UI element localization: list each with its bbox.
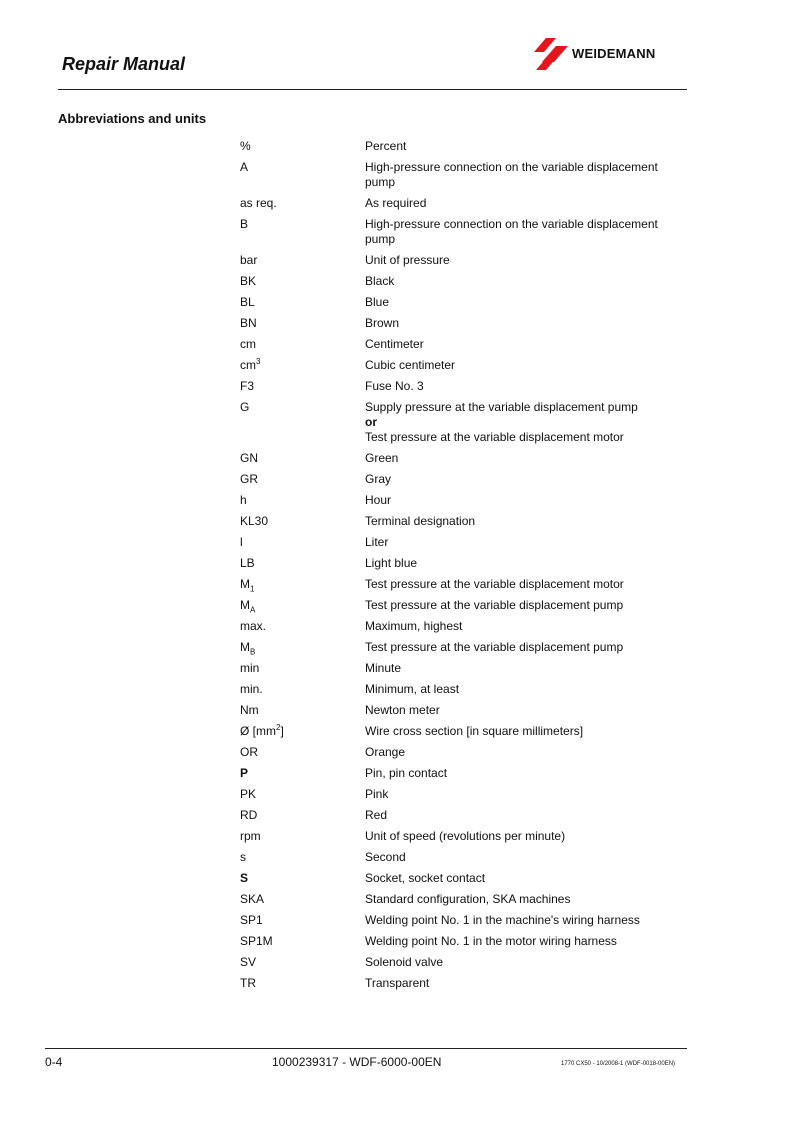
description-text: Test pressure at the variable displacement pump: [365, 640, 624, 654]
abbreviation-cell: [240, 847, 365, 868]
abbreviation-suffix: ]: [280, 724, 284, 738]
description-text: Hour: [365, 493, 392, 507]
abbreviation-row: [240, 292, 680, 313]
abbreviation-cell: [240, 136, 365, 157]
abbreviation-cell: [240, 271, 365, 292]
abbreviation-text: M: [240, 640, 250, 654]
abbreviation-cell: [240, 742, 365, 763]
abbreviation-text: SV: [240, 955, 257, 969]
description-text: Welding point No. 1 in the machine's wiring harness: [365, 913, 640, 927]
description-cell: [365, 763, 680, 784]
description-cell: [365, 679, 680, 700]
description-cell: [365, 931, 680, 952]
abbreviation-subscript: A: [250, 605, 256, 615]
description-cell: [365, 532, 680, 553]
description-or: or: [365, 415, 377, 429]
abbreviation-cell: [240, 532, 365, 553]
abbreviation-text: min.: [240, 682, 263, 696]
abbreviation-text: A: [240, 160, 249, 174]
abbreviation-row: [240, 511, 680, 532]
abbreviation-text: SP1M: [240, 934, 273, 948]
description-text: Brown: [365, 316, 400, 330]
abbreviation-text: BL: [240, 295, 255, 309]
abbreviation-cell: [240, 469, 365, 490]
abbreviation-text: Ø [mm: [240, 724, 276, 738]
abbreviation-row: [240, 469, 680, 490]
description-text: Fuse No. 3: [365, 379, 424, 393]
abbreviation-text: BK: [240, 274, 257, 288]
description-cell: [365, 847, 680, 868]
abbreviation-text: F3: [240, 379, 255, 393]
abbreviation-row: [240, 250, 680, 271]
description-cell: [365, 397, 680, 448]
description-cell: [365, 448, 680, 469]
abbreviation-row: [240, 763, 680, 784]
abbreviation-text: BN: [240, 316, 257, 330]
description-cell: [365, 721, 680, 742]
description-text: Light blue: [365, 556, 418, 570]
description-cell: [365, 868, 680, 889]
abbreviation-superscript: 2: [276, 723, 281, 732]
header-rule: [58, 89, 687, 90]
description-text: Test pressure at the variable displacement pump: [365, 598, 624, 612]
description-cell: [365, 910, 680, 931]
section-title: Abbreviations and units: [58, 111, 207, 126]
abbreviation-row: [240, 847, 680, 868]
abbreviation-row: [240, 658, 680, 679]
abbreviation-cell: [240, 784, 365, 805]
description-text: Cubic centimeter: [365, 358, 456, 372]
abbreviation-text: cm: [240, 337, 256, 351]
abbreviation-row: [240, 952, 680, 973]
abbreviation-row: [240, 214, 680, 250]
abbreviation-text: as req.: [240, 196, 277, 210]
abbreviation-row: [240, 271, 680, 292]
abbreviation-text: S: [240, 871, 249, 885]
abbreviation-row: [240, 313, 680, 334]
abbreviation-text: bar: [240, 253, 258, 267]
abbreviation-cell: [240, 334, 365, 355]
abbreviation-row: [240, 574, 680, 595]
description-text: Pin, pin contact: [365, 766, 448, 780]
abbreviation-text: GR: [240, 472, 258, 486]
abbreviation-row: [240, 826, 680, 847]
description-text-alt: Test pressure at the variable displacement motor: [365, 430, 624, 444]
abbreviation-text: TR: [240, 976, 256, 990]
abbreviation-row: [240, 355, 680, 376]
description-text: Red: [365, 808, 388, 822]
description-cell: [365, 271, 680, 292]
abbreviation-row: [240, 637, 680, 658]
footer-reference: 1770 CX50 - 10/2008-1 (WDF-0018-00EN): [561, 1061, 676, 1067]
abbreviation-cell: [240, 448, 365, 469]
description-text: Pink: [365, 787, 389, 801]
abbreviation-cell: [240, 805, 365, 826]
abbreviation-text: G: [240, 400, 250, 414]
abbreviation-cell: [240, 313, 365, 334]
abbreviation-cell: [240, 292, 365, 313]
abbreviation-row: [240, 889, 680, 910]
abbreviation-row: [240, 553, 680, 574]
description-text: Black: [365, 274, 395, 288]
abbreviation-text: SP1: [240, 913, 263, 927]
abbreviation-subscript: B: [250, 647, 256, 657]
abbreviation-cell: [240, 952, 365, 973]
abbreviation-cell: [240, 193, 365, 214]
abbreviation-row: [240, 868, 680, 889]
description-cell: [365, 889, 680, 910]
abbreviation-row: [240, 679, 680, 700]
abbreviation-text: Nm: [240, 703, 259, 717]
abbreviation-row: [240, 157, 680, 193]
description-text: Unit of speed (revolutions per minute): [365, 829, 566, 843]
abbreviation-text: B: [240, 217, 249, 231]
abbreviation-row: [240, 784, 680, 805]
abbreviation-cell: [240, 616, 365, 637]
abbreviation-text: rpm: [240, 829, 261, 843]
abbreviation-text: max.: [240, 619, 267, 633]
footer-rule: [45, 1048, 687, 1049]
logo-text: WEIDEMANN: [572, 46, 656, 61]
abbreviation-cell: [240, 637, 365, 658]
description-text: Green: [365, 451, 399, 465]
abbreviation-row: [240, 742, 680, 763]
abbreviation-row: [240, 910, 680, 931]
abbreviation-cell: [240, 658, 365, 679]
description-cell: [365, 250, 680, 271]
abbreviation-row: [240, 700, 680, 721]
description-cell: [365, 511, 680, 532]
abbreviation-cell: [240, 889, 365, 910]
footer-page-number: 0-4: [45, 1055, 63, 1069]
description-text: Socket, socket contact: [365, 871, 486, 885]
description-cell: [365, 214, 680, 250]
description-cell: [365, 952, 680, 973]
description-cell: [365, 313, 680, 334]
logo-mark-icon: [532, 36, 570, 72]
description-cell: [365, 826, 680, 847]
description-text: High-pressure connection on the variable displacement pump: [365, 160, 658, 189]
abbreviation-text: SKA: [240, 892, 265, 906]
description-cell: [365, 376, 680, 397]
abbreviation-row: [240, 397, 680, 448]
footer-document-number: 1000239317 - WDF-6000-00EN: [272, 1055, 442, 1069]
description-cell: [365, 637, 680, 658]
abbreviation-cell: [240, 157, 365, 193]
description-cell: [365, 742, 680, 763]
description-cell: [365, 469, 680, 490]
abbreviation-row: [240, 616, 680, 637]
description-cell: [365, 700, 680, 721]
description-text: Transparent: [365, 976, 430, 990]
abbreviation-text: h: [240, 493, 247, 507]
description-cell: [365, 973, 680, 994]
description-cell: [365, 355, 680, 376]
abbreviation-row: [240, 334, 680, 355]
abbreviation-cell: [240, 826, 365, 847]
abbreviation-text: M: [240, 598, 250, 612]
abbreviation-cell: [240, 511, 365, 532]
abbreviation-row: [240, 136, 680, 157]
description-text: Second: [365, 850, 406, 864]
description-text: Solenoid valve: [365, 955, 444, 969]
description-cell: [365, 784, 680, 805]
abbreviation-text: KL30: [240, 514, 269, 528]
description-text: Orange: [365, 745, 406, 759]
page-header-title: Repair Manual: [62, 54, 186, 74]
abbreviation-superscript: 3: [256, 357, 261, 366]
abbreviations-table-body: [240, 136, 680, 994]
abbreviation-row: [240, 448, 680, 469]
description-text: Centimeter: [365, 337, 424, 351]
abbreviation-cell: [240, 355, 365, 376]
description-text: Minimum, at least: [365, 682, 460, 696]
description-text: Test pressure at the variable displacement motor: [365, 577, 624, 591]
abbreviation-row: [240, 193, 680, 214]
description-cell: [365, 193, 680, 214]
abbreviation-row: [240, 595, 680, 616]
abbreviation-text: OR: [240, 745, 258, 759]
abbreviations-table: [240, 136, 680, 994]
description-text: Gray: [365, 472, 392, 486]
abbreviation-cell: [240, 910, 365, 931]
description-cell: [365, 292, 680, 313]
description-cell: [365, 490, 680, 511]
abbreviation-cell: [240, 397, 365, 448]
abbreviation-row: [240, 532, 680, 553]
description-text: Percent: [365, 139, 407, 153]
abbreviation-text: s: [240, 850, 246, 864]
abbreviation-cell: [240, 868, 365, 889]
abbreviation-text: %: [240, 139, 251, 153]
abbreviation-row: [240, 805, 680, 826]
abbreviation-cell: [240, 376, 365, 397]
description-cell: [365, 157, 680, 193]
abbreviation-text: RD: [240, 808, 258, 822]
description-text: Minute: [365, 661, 402, 675]
abbreviation-cell: [240, 553, 365, 574]
abbreviation-row: [240, 973, 680, 994]
abbreviation-cell: [240, 931, 365, 952]
description-cell: [365, 553, 680, 574]
abbreviation-cell: [240, 490, 365, 511]
description-text: Blue: [365, 295, 390, 309]
description-cell: [365, 805, 680, 826]
abbreviation-text: M: [240, 577, 250, 591]
abbreviation-text: GN: [240, 451, 258, 465]
description-cell: [365, 595, 680, 616]
abbreviation-cell: [240, 763, 365, 784]
description-cell: [365, 658, 680, 679]
abbreviation-row: [240, 721, 680, 742]
abbreviation-text: LB: [240, 556, 255, 570]
abbreviation-cell: [240, 214, 365, 250]
abbreviation-text: PK: [240, 787, 257, 801]
abbreviation-text: min: [240, 661, 260, 675]
abbreviation-cell: [240, 574, 365, 595]
abbreviation-row: [240, 490, 680, 511]
abbreviation-cell: [240, 250, 365, 271]
abbreviation-cell: [240, 721, 365, 742]
description-text: Unit of pressure: [365, 253, 450, 267]
abbreviation-cell: [240, 700, 365, 721]
abbreviation-row: [240, 931, 680, 952]
description-text: Wire cross section [in square millimeters]: [365, 724, 584, 738]
description-text: Newton meter: [365, 703, 440, 717]
abbreviation-row: [240, 376, 680, 397]
description-cell: [365, 616, 680, 637]
description-cell: [365, 136, 680, 157]
description-text: Maximum, highest: [365, 619, 463, 633]
weidemann-logo: [532, 36, 682, 72]
abbreviation-subscript: 1: [250, 584, 255, 594]
description-text: High-pressure connection on the variable displacement pump: [365, 217, 658, 246]
abbreviation-cell: [240, 973, 365, 994]
description-cell: [365, 574, 680, 595]
description-cell: [365, 334, 680, 355]
abbreviation-cell: [240, 595, 365, 616]
abbreviation-text: cm: [240, 358, 256, 372]
abbreviation-text: P: [240, 766, 249, 780]
description-text: Liter: [365, 535, 389, 549]
description-text: Welding point No. 1 in the motor wiring harness: [365, 934, 617, 948]
abbreviation-cell: [240, 679, 365, 700]
description-text: Terminal designation: [365, 514, 476, 528]
abbreviation-text: l: [240, 535, 243, 549]
description-text: Standard configuration, SKA machines: [365, 892, 571, 906]
description-text: Supply pressure at the variable displacement pump: [365, 400, 638, 414]
description-text: As required: [365, 196, 427, 210]
